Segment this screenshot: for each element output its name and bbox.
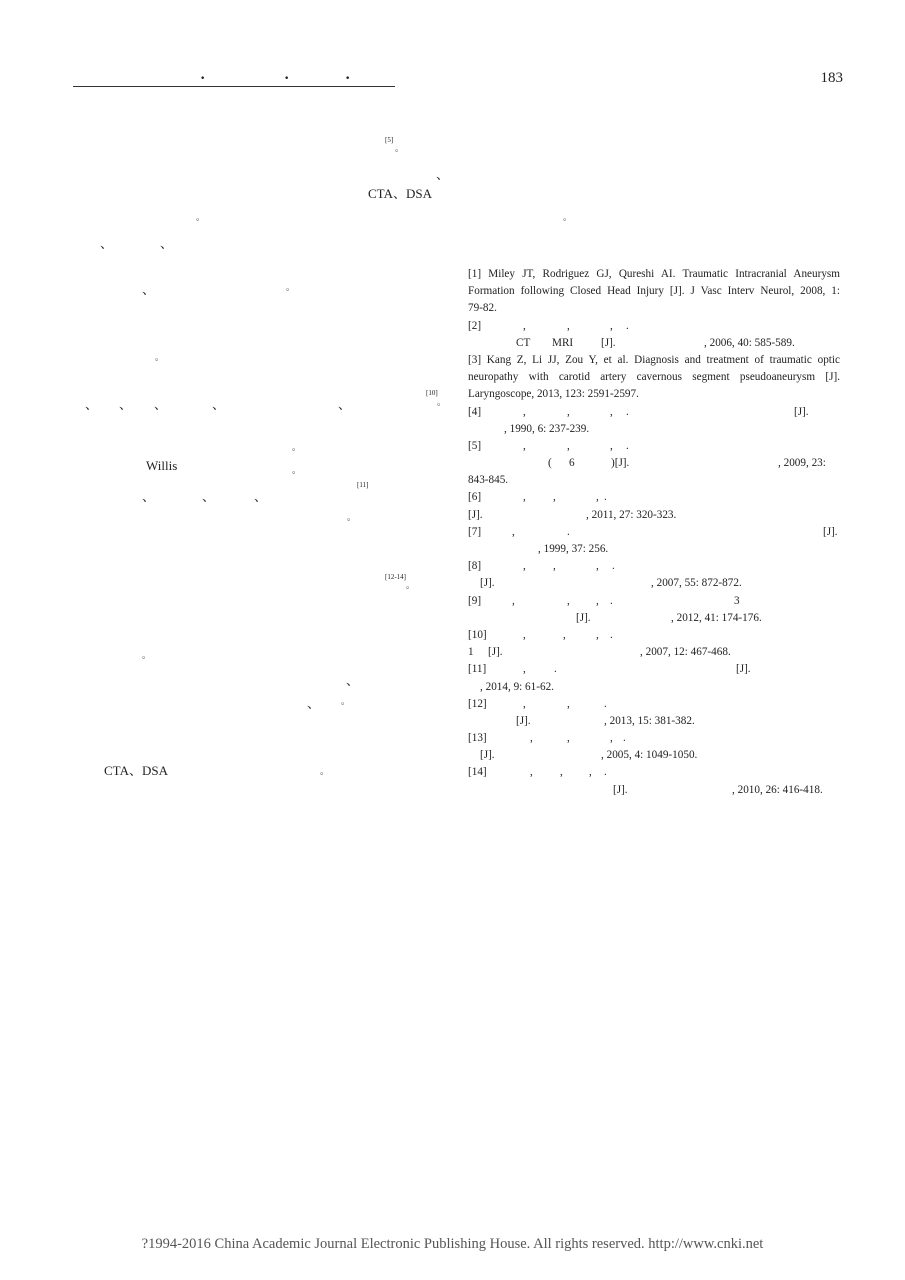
- citation-10: [10]: [426, 389, 438, 397]
- punctuation-comma: 、: [436, 167, 450, 182]
- reference-item: [8] , , , . [J]. , 2007, 55: 872-872.: [468, 560, 742, 590]
- punctuation-comma: 、: [338, 397, 352, 412]
- punctuation-period: 。: [142, 650, 152, 660]
- reference-item: [6] , , , . [J]. , 2011, 27: 320-323.: [468, 491, 677, 521]
- punctuation-period: 。: [347, 512, 357, 522]
- punctuation-comma: 、: [142, 489, 156, 504]
- punctuation-comma: 、: [254, 489, 268, 504]
- punctuation-comma: 、: [142, 282, 156, 297]
- imaging-terms: CTA、DSA: [104, 763, 168, 778]
- imaging-terms: CTA、DSA: [368, 186, 432, 201]
- anatomy-term: Willis: [146, 458, 178, 473]
- punctuation-comma: 、: [85, 397, 99, 412]
- reference-item: [9] , , , . 3 [J]. , 2012, 41: 174-176.: [468, 594, 762, 624]
- citation-12-14: [12-14]: [385, 573, 406, 581]
- punctuation-comma: 、: [160, 236, 174, 251]
- punctuation-period: 。: [292, 465, 302, 475]
- punctuation-period: 。: [155, 352, 165, 362]
- reference-item: [4] , , , . [J]. , 1990, 6: 237-239.: [468, 405, 809, 435]
- citation-11: [11]: [357, 481, 369, 489]
- punctuation-period: 。: [563, 212, 573, 222]
- punctuation-period: 。: [320, 766, 330, 776]
- punctuation-comma: 、: [202, 489, 216, 504]
- page-number: 183: [820, 70, 843, 86]
- reference-item: [14] , , , . [J]. , 2010, 26: 416-418.: [468, 766, 823, 796]
- reference-list: [468, 266, 840, 799]
- punctuation-period: 。: [341, 696, 351, 706]
- punctuation-comma: 、: [100, 236, 114, 251]
- copyright-footer: ?1994-2016 China Academic Journal Electronic Publishing House. All rights reserved. http://www.cnki.net: [141, 1236, 764, 1252]
- punctuation-period: 。: [196, 212, 206, 222]
- punctuation-comma: 、: [212, 397, 226, 412]
- reference-item: [1] Miley JT, Rodriguez GJ, Qureshi AI. Traumatic Intracranial Aneurysm Formation following Closed Head Injury [J]. J Vasc Interv Neurol, 2008, 1: 79-82.: [468, 268, 840, 315]
- reference-item: [5] , , , . ( 6 )[J]. , 2009, 23: 843-845.: [468, 439, 826, 487]
- reference-item: [13] , , , . [J]. , 2005, 4: 1049-1050.: [468, 732, 698, 762]
- punctuation-period: 。: [437, 397, 447, 407]
- punctuation-period: 。: [286, 282, 296, 292]
- reference-item: [12] , , . [J]. , 2013, 15: 381-382.: [468, 697, 695, 727]
- punctuation-comma: 、: [154, 397, 168, 412]
- header-dot: ·: [284, 70, 290, 87]
- reference-item: [3] Kang Z, Li JJ, Zou Y, et al. Diagnosis and treatment of traumatic optic neuropathy with carotid artery cavernous segment pseudoaneurysm [J]. Laryngoscope, 2013, 123: 2591-2597.: [468, 353, 840, 401]
- header-dot: ·: [345, 70, 351, 87]
- punctuation-comma: 、: [119, 397, 133, 412]
- punctuation-comma: 、: [346, 673, 360, 688]
- punctuation-period: 。: [395, 143, 405, 153]
- punctuation-period: 。: [406, 580, 416, 590]
- reference-item: [11] , . [J]. , 2014, 9: 61-62.: [468, 663, 751, 693]
- reference-item: [7] , . [J]. , 1999, 37: 256.: [468, 525, 838, 555]
- citation-5: [5]: [385, 136, 394, 144]
- punctuation-period: 。: [292, 442, 302, 452]
- punctuation-comma: 、: [307, 696, 321, 711]
- header-dot: ·: [200, 70, 206, 87]
- reference-item: [10] , , , . 1 [J]. , 2007, 12: 467-468.: [468, 628, 731, 659]
- reference-item: [2] , , , . CT MRI [J]. , 2006, 40: 585-589.: [468, 319, 795, 349]
